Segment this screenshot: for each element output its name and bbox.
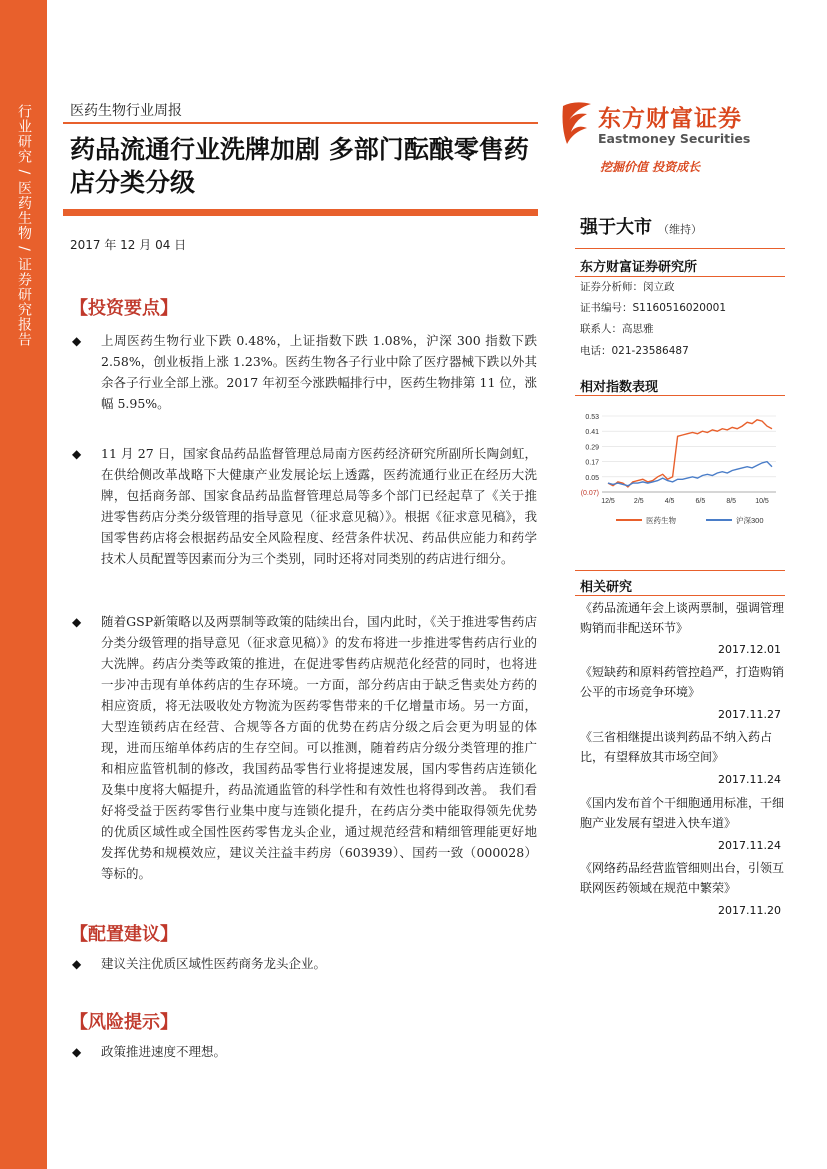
right-rule	[575, 570, 785, 571]
risk-section-title: 【风险提示】	[70, 1012, 178, 1033]
bullet-icon: ◆	[72, 1045, 82, 1059]
chart-legend-label: 沪深300	[736, 516, 764, 525]
chart-y-tick-label: 0.53	[585, 414, 599, 421]
left-sidebar-band	[0, 0, 47, 1169]
rating	[580, 213, 702, 239]
related-item-date: 2017.11.20	[718, 904, 781, 917]
brand-logo-icon	[557, 98, 597, 146]
phone: 电话：021-23586487	[580, 345, 689, 357]
bullet-icon: ◆	[72, 334, 82, 348]
related-item-title[interactable]: 《网络药品经营监管细则出台，引领互联网医药领域在规范中繁荣》	[580, 861, 785, 895]
institute-name: 东方财富证券研究所	[580, 260, 698, 275]
chart-x-tick-label: 4/5	[664, 498, 675, 505]
related-title: 相关研究	[580, 580, 633, 595]
brand-slogan: 挖掘价值 投资成长	[600, 160, 701, 174]
rating-sub: （维持）	[658, 223, 702, 236]
chart-x-tick-label: 12/5	[601, 498, 615, 505]
title-rule	[63, 209, 538, 216]
invest-paragraph-2: 11 月 27 日，国家食品药品监督管理总局南方医药经济研究所副所长陶剑虹，在供给侧改革战略下大健康产业发展论坛上透露，医药流通行业正在经历大洗牌，包括商务部、国家食品药品监督管理总局等多个部门已经起草了《关于推进零售药店分类分级管理的指导意见（征求意见稿）》。根据《征求意见稿》，我国零售药店将会根据药品安全风险程度、经营条件状况、药品供应能力和药学技术人员配置等因素而分为三个类别，同时还将对同类别的药店进行细分。	[101, 446, 537, 566]
related-item-date: 2017.11.24	[718, 839, 781, 852]
chart-y-tick-label: (0.07)	[580, 490, 599, 497]
relative-index-chart	[576, 404, 786, 539]
related-item-title[interactable]: 《药品流通年会上谈两票制，强调管理购销而非配送环节》	[580, 601, 785, 635]
bullet-icon: ◆	[72, 447, 82, 461]
rating-label: 强于大市	[580, 217, 652, 238]
cert-number: 证书编号：S1160516020001	[580, 302, 727, 314]
chart-x-tick-label: 8/5	[726, 498, 737, 505]
chart-legend-label: 医药生物	[646, 516, 676, 525]
bullet-icon: ◆	[72, 615, 82, 629]
right-rule	[575, 395, 785, 396]
related-item-title[interactable]: 《短缺药和原料药管控趋严，打造购销公平的市场竞争环境》	[580, 665, 785, 699]
chart-x-tick-label: 6/5	[695, 498, 706, 505]
right-rule	[575, 595, 785, 596]
related-item-date: 2017.11.27	[718, 708, 781, 721]
risk-paragraph: 政策推进速度不理想。	[101, 1044, 227, 1059]
perf-title: 相对指数表现	[580, 380, 659, 395]
chart-y-tick-label: 0.05	[585, 474, 599, 482]
brand-name-en: Eastmoney Securities	[598, 131, 751, 146]
chart-y-tick-label: 0.17	[585, 459, 599, 467]
config-section-title: 【配置建议】	[70, 924, 178, 945]
header-rule	[63, 122, 538, 124]
report-title: 药品流通行业洗牌加剧 多部门酝酿零售药店分类分级	[70, 135, 529, 197]
invest-paragraph-3: 随着GSP新策略以及两票制等政策的陆续出台，国内此时，《关于推进零售药店分类分级管理的指导意见（征求意见稿）》的发布将进一步推进零售药店行业的大洗牌。药店分类等政策的推进，在促进零售药店规范化经营的同时，也将进一步冲击现有单体药店的生存环境。一方面，部分药店由于缺乏售卖处方药的相应资质，将无法吸收处方物流为医药零售带来的千亿增量市场。另一方面，大型连锁药店在经营、合规等各方面的优势在药店分级之后会更为明显的体现，进而压缩单体药店的生存空间。可以推测，随着药店分级分类管理的推广和相应监管机制的修改，我国药品零售行业将提速发展，国内零售药店连锁化及集中度将大幅提升，药品流通监管的科学性和有效性也将得到改善。 我们看好将受益于医药零售行业集中度与连锁化提升，在药店分类中能取得领先优势的优质区域性或全国性医药零售龙头企业，通过规范经营和精细管理能更好地发挥优势和规模效应，建议关注益丰药房（603939）、国药一致（000028）等标的。	[101, 614, 537, 881]
report-date: 2017 年 12 月 04 日	[70, 238, 187, 252]
bullet-icon: ◆	[72, 957, 82, 971]
related-item-date: 2017.11.24	[718, 773, 781, 786]
chart-y-tick-label: 0.29	[585, 444, 599, 452]
related-item-title[interactable]: 《三省相继提出谈判药品不纳入药占比，有望释放其市场空间》	[580, 730, 773, 764]
related-item-title[interactable]: 《国内发布首个干细胞通用标准，干细胞产业发展有望进入快车道》	[580, 796, 785, 830]
related-item-date: 2017.12.01	[718, 643, 781, 656]
right-rule	[575, 248, 785, 249]
config-paragraph: 建议关注优质区域性医药商务龙头企业。	[101, 956, 327, 971]
invest-section-title: 【投资要点】	[70, 298, 178, 319]
invest-paragraph-1: 上周医药生物行业下跌 0.48%，上证指数下跌 1.08%，沪深 300 指数下跌 2.58%，创业板指上涨 1.23%。医药生物各子行业中除了医疗器械下跌以外其余各子行业全部上涨。2017 年初至今涨跌幅排行中，医药生物排第 11 位，涨幅 5.95%。	[101, 333, 537, 411]
chart-x-tick-label: 10/5	[755, 498, 769, 505]
sidebar-category-text: 行业研究 / 医药生物 / 证券研究报告	[16, 104, 32, 348]
contact: 联系人：高思雅	[580, 323, 654, 335]
right-rule	[575, 276, 785, 277]
chart-x-tick-label: 2/5	[633, 498, 644, 505]
brand-name-cn: 东方财富证券	[598, 106, 742, 132]
chart-y-tick-label: 0.41	[585, 429, 599, 437]
report-type: 医药生物行业周报	[70, 103, 182, 119]
analyst: 证券分析师：闵立政	[580, 281, 675, 293]
